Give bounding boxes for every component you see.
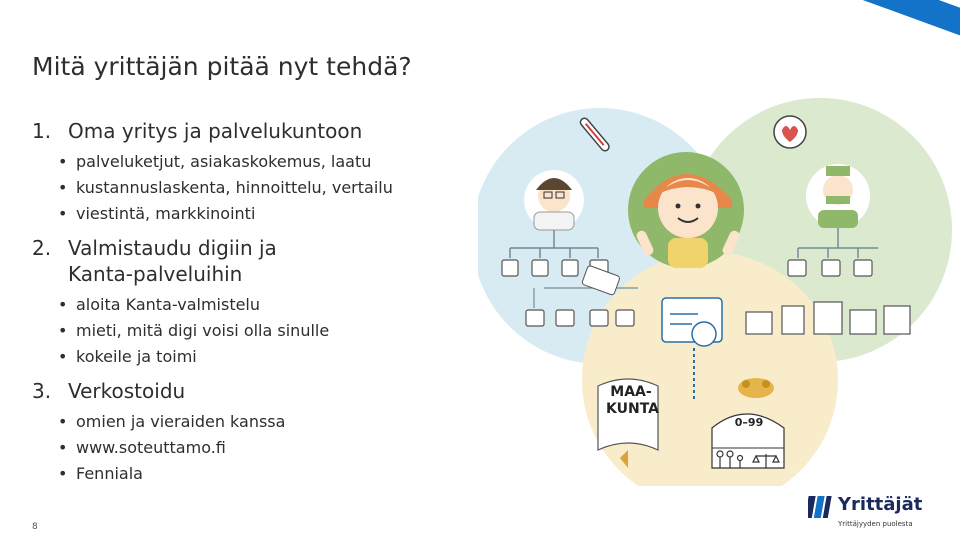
section-number: 1. xyxy=(32,119,52,143)
illustration-canvas xyxy=(478,88,960,486)
bullet-item: • mieti, mitä digi voisi olla sinulle xyxy=(58,318,472,344)
section-heading: Valmistaudu digiin ja Kanta-palveluihin xyxy=(68,236,277,286)
bullet-list xyxy=(58,409,472,487)
maakunta-label: MAA- KUNTA xyxy=(606,384,659,417)
bullet-item: • palveluketjut, asiakaskokemus, laatu xyxy=(58,149,472,175)
bullet-icon: • xyxy=(58,295,68,314)
bullet-icon: • xyxy=(58,464,68,483)
bullet-list xyxy=(58,149,472,227)
outline-section-3 xyxy=(32,378,472,487)
page-number: 8 xyxy=(32,522,38,532)
bullet-item: • www.soteuttamo.fi xyxy=(58,435,472,461)
doctor-icon xyxy=(524,170,584,230)
bullet-item: • Fenniala xyxy=(58,461,472,487)
heart-monitor-icon xyxy=(774,116,806,148)
bullet-icon: • xyxy=(58,412,68,431)
bullet-icon: • xyxy=(58,347,68,366)
age-range-label: 0–99 xyxy=(734,416,764,429)
section-heading: Oma yritys ja palvelukuntoon xyxy=(68,119,363,143)
logo-tagline: Yrittäjyyden puolesta xyxy=(838,520,913,528)
bullet-item: • viestintä, markkinointi xyxy=(58,201,472,227)
section-number: 2. xyxy=(32,236,52,260)
bullet-item: • aloita Kanta-valmistelu xyxy=(58,292,472,318)
bullet-item: • kokeile ja toimi xyxy=(58,344,472,370)
outline-section-2 xyxy=(32,235,472,370)
outline-list xyxy=(32,118,472,495)
bullet-icon: • xyxy=(58,321,68,340)
nurse-icon xyxy=(806,164,870,228)
logo-name: Yrittäjät xyxy=(838,494,923,515)
logo-mark-icon xyxy=(808,494,834,520)
bullet-item: • kustannuslaskenta, hinnoittelu, vertailu xyxy=(58,175,472,201)
bullet-icon: • xyxy=(58,178,68,197)
bullet-icon: • xyxy=(58,204,68,223)
slide-title: Mitä yrittäjän pitää nyt tehdä? xyxy=(32,52,412,81)
id-card-icon xyxy=(662,298,722,346)
bullet-item: • omien ja vieraiden kanssa xyxy=(58,409,472,435)
corner-accent-stripe xyxy=(840,0,960,47)
yrittajat-logo xyxy=(808,492,948,536)
bullet-icon: • xyxy=(58,438,68,457)
section-heading: Verkostoidu xyxy=(68,379,186,403)
section-number: 3. xyxy=(32,379,52,403)
outline-section-1 xyxy=(32,118,472,227)
service-network-illustration xyxy=(478,88,960,486)
piggy-bank-icon xyxy=(738,378,774,398)
bullet-icon: • xyxy=(58,152,68,171)
bullet-list xyxy=(58,292,472,370)
